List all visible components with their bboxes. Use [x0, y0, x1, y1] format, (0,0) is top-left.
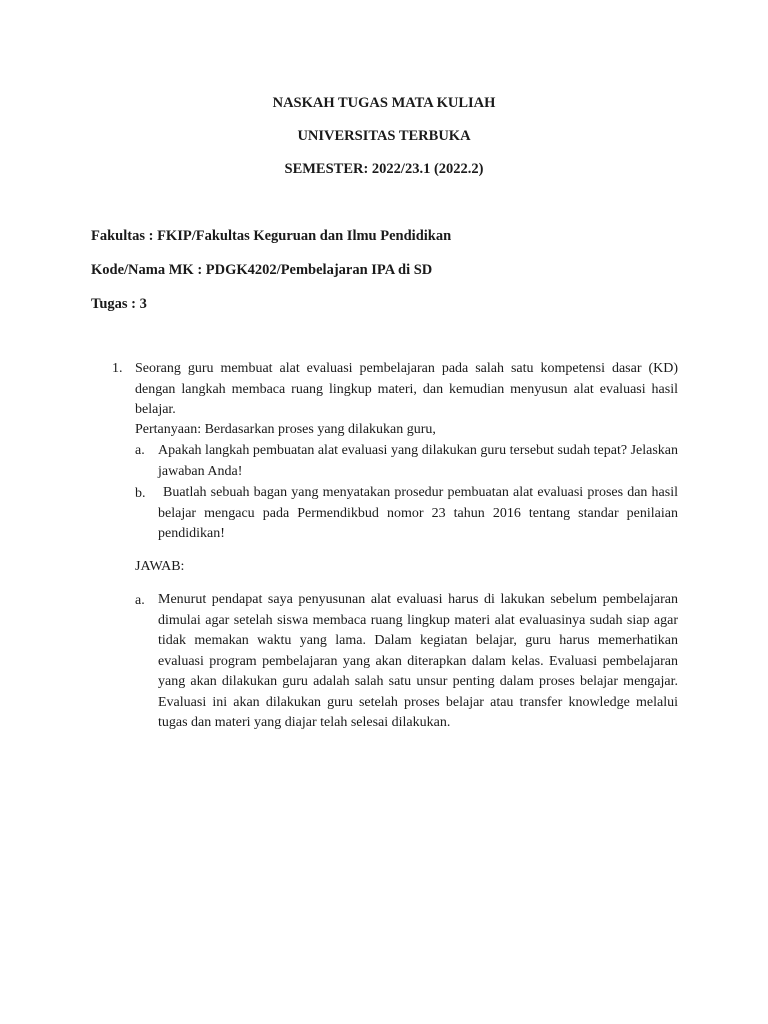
question-text: Seorang guru membuat alat evaluasi pembelajaran pada salah satu kompetensi dasar (KD) dengan langkah membaca ruang lingkup materi, dan kemudian menyusun alat evaluasi hasil belajar. [135, 361, 678, 417]
sub-question-b-label: b. [135, 486, 146, 501]
answer-a-text: Menurut pendapat saya penyusunan alat evaluasi harus di lakukan sebelum pembelajaran dimulai agar setelah siswa membaca ruang lingkup materi alat evaluasinya sudah siap agar tidak memakan waktu yang lama. Dalam kegiatan belajar, guru harus memerhatikan evaluasi program pembelajaran yang akan diterapkan dalam kelas. Evaluasi pembelajaran yang akan dilakukan guru adalah salah satu unsur penting dalam proses belajar mengajar. Evaluasi ini akan dilakukan guru setelah proses belajar atau transfer knowledge melalui tugas dan materi yang diajar telah selesai dilakukan. [158, 592, 678, 730]
faculty-line: Fakultas : FKIP/Fakultas Keguruan dan Ilmu Pendidikan [91, 228, 452, 244]
sub-question-b-text: Buatlah sebuah bagan yang menyatakan prosedur pembuatan alat evaluasi proses dan hasil belajar mengacu pada Permendikbud nomor 23 tahun 2016 tentang standar penilaian pendidikan! [158, 485, 678, 541]
sub-question-a-text: Apakah langkah pembuatan alat evaluasi yang dilakukan guru tersebut sudah tepat? Jelaskan jawaban Anda! [158, 443, 678, 479]
sub-question-a-label: a. [135, 443, 145, 458]
answer-a-label: a. [135, 593, 145, 608]
course-line: Kode/Nama MK : PDGK4202/Pembelajaran IPA di SD [91, 262, 433, 278]
answer-heading: JAWAB: [135, 559, 185, 574]
question-number: 1. [112, 361, 123, 376]
question-prompt: Pertanyaan: Berdasarkan proses yang dilakukan guru, [135, 422, 436, 437]
doc-title: NASKAH TUGAS MATA KULIAH [272, 95, 496, 111]
assignment-line: Tugas : 3 [91, 296, 147, 312]
semester-line: SEMESTER: 2022/23.1 (2022.2) [284, 161, 484, 177]
university-name: UNIVERSITAS TERBUKA [297, 128, 471, 144]
